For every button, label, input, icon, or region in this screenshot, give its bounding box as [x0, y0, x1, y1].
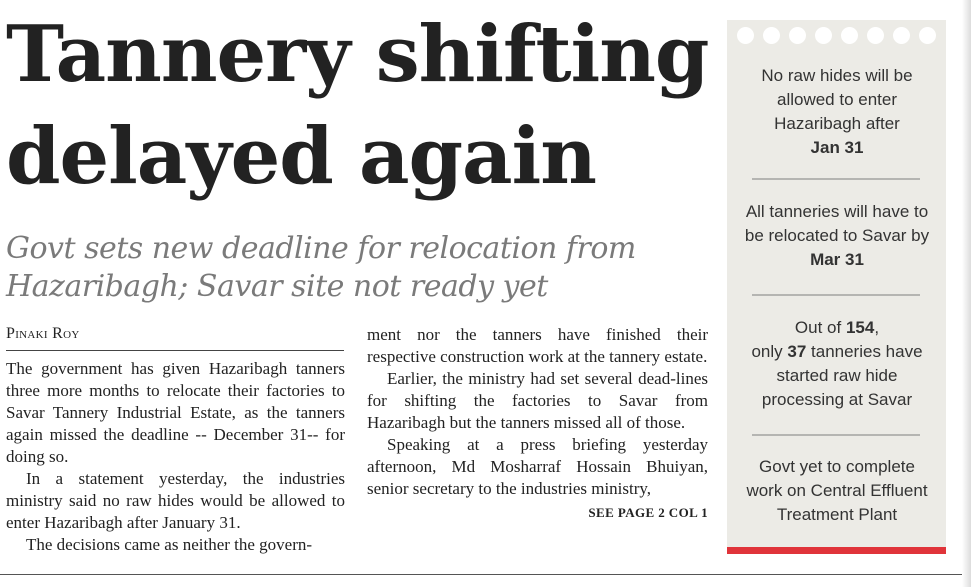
continuation-link[interactable]: SEE PAGE 2 COL 1: [588, 505, 708, 520]
fact-text: Govt yet to complete work on Central Effluent Treatment Plant: [746, 457, 928, 524]
fact-text: No raw hides will be allowed to enter Hazaribagh after: [761, 66, 913, 133]
paragraph: Earlier, the ministry had set several dead-lines for shifting the factories to Savar from Hazaribagh but the tanners missed all of those.: [367, 369, 708, 432]
fact-divider: [752, 294, 920, 296]
subheadline-line-1: Govt sets new deadline for relocation from: [6, 231, 636, 266]
paragraph: The decisions came as neither the govern-: [26, 535, 313, 554]
fact-divider: [752, 178, 920, 180]
subheadline-line-2: Hazaribagh; Savar site not ready yet: [6, 269, 548, 304]
fact-text: Out of: [794, 318, 842, 337]
fact-box-sidebar: [727, 20, 946, 551]
paragraph: The government has given Hazaribagh tanners three more months to relocate their factories to Savar Tannery Industrial Estate, as the tanners again missed the deadline -- December 31-- for doing so.: [6, 359, 345, 466]
fact-highlight: Mar 31: [810, 250, 864, 269]
headline-line-2: delayed again: [6, 111, 596, 202]
article-column-2: [367, 324, 708, 524]
fact-text: tanneries have started raw hide processing at Savar: [761, 342, 923, 409]
fact-tannery-count: Out of 154, only 37 tanneries have started raw hide processing at Savar: [751, 318, 923, 409]
fact-text: All tanneries will have to be relocated to Savar by: [744, 202, 930, 245]
accent-bar: [727, 547, 946, 554]
page-divider: [0, 574, 971, 575]
byline: Pinaki Roy: [6, 325, 80, 342]
fact-raw-hides: [739, 64, 935, 160]
fact-relocation-deadline: [739, 200, 935, 272]
paragraph: Speaking at a press briefing yesterday afternoon, Md Mosharraf Hossain Bhuiyan, senior secretary to the industries ministry,: [367, 435, 708, 498]
fact-divider: [752, 434, 920, 436]
fact-highlight: 37: [787, 342, 807, 361]
byline-divider: [6, 350, 344, 351]
article-column-1: [6, 358, 345, 556]
subheadline: [6, 230, 716, 306]
fact-effluent-plant: [739, 455, 935, 527]
fact-highlight: 154: [845, 318, 875, 337]
fact-highlight: Jan 31: [810, 138, 864, 157]
paragraph: ment nor the tanners have finished their respective construction work at the tannery estate.: [367, 325, 708, 366]
page-edge-shadow: [962, 0, 971, 587]
headline: [6, 4, 716, 208]
paragraph: In a statement yesterday, the industries ministry said no raw hides would be allowed to enter Hazaribagh after January 31.: [6, 469, 345, 532]
fact-text: only: [751, 342, 783, 361]
headline-line-1: Tannery shifting: [6, 9, 709, 100]
decorative-dots: [737, 27, 937, 45]
